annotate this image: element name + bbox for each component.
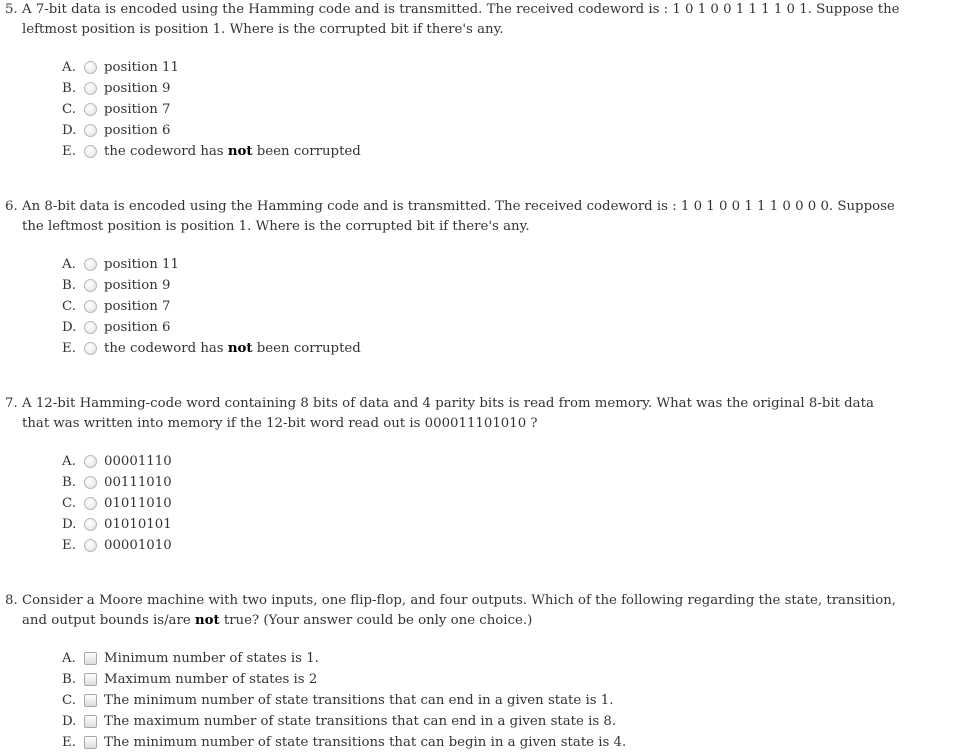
question-body: An 8-bit data is encoded using the Hamming code and is transmitted. The received codeword is : 1 0 1 0 0 1 1 1 0 0 0 0. Suppose the leftmost position is position 1. Where is the corrupted bit if there's any. <box>22 199 895 234</box>
checkbox[interactable] <box>84 715 97 728</box>
option-letter: B. <box>62 672 76 687</box>
option-letter: D. <box>62 320 77 335</box>
radio-button[interactable] <box>84 539 97 552</box>
option-letter: A. <box>62 60 76 75</box>
radio-button[interactable] <box>84 455 97 468</box>
option-label[interactable]: 00001110 <box>104 454 172 469</box>
option-label[interactable]: position 7 <box>104 299 171 314</box>
option-d[interactable] <box>0 711 960 732</box>
radio-button[interactable] <box>84 476 97 489</box>
option-a[interactable] <box>0 648 960 669</box>
option-letter: C. <box>62 102 76 117</box>
radio-button[interactable] <box>84 82 97 95</box>
checkbox[interactable] <box>84 673 97 686</box>
option-letter: B. <box>62 278 76 293</box>
option-letter: E. <box>62 144 76 159</box>
question-5 <box>0 0 960 162</box>
options-list <box>0 57 960 162</box>
option-label[interactable]: the codeword has not been corrupted <box>104 144 361 159</box>
option-b[interactable] <box>0 669 960 690</box>
option-label[interactable]: 01011010 <box>104 496 172 511</box>
option-d[interactable] <box>0 120 960 141</box>
radio-button[interactable] <box>84 145 97 158</box>
option-a[interactable] <box>0 451 960 472</box>
option-b[interactable] <box>0 275 960 296</box>
option-letter: C. <box>62 496 76 511</box>
option-letter: D. <box>62 714 77 729</box>
options-list <box>0 254 960 359</box>
option-letter: B. <box>62 81 76 96</box>
question-number: 8. <box>5 593 18 608</box>
option-label[interactable]: position 6 <box>104 123 171 138</box>
option-c[interactable] <box>0 690 960 711</box>
option-label[interactable]: Minimum number of states is 1. <box>104 651 319 666</box>
question-6 <box>0 197 960 359</box>
radio-button[interactable] <box>84 497 97 510</box>
question-text <box>0 591 902 631</box>
option-d[interactable] <box>0 514 960 535</box>
option-label[interactable]: the codeword has not been corrupted <box>104 341 361 356</box>
option-label[interactable]: The minimum number of state transitions that can begin in a given state is 4. <box>104 735 627 750</box>
option-d[interactable] <box>0 317 960 338</box>
option-label[interactable]: position 6 <box>104 320 171 335</box>
option-e[interactable] <box>0 141 960 162</box>
option-b[interactable] <box>0 78 960 99</box>
radio-button[interactable] <box>84 321 97 334</box>
question-8 <box>0 591 960 753</box>
question-text <box>0 394 902 434</box>
radio-button[interactable] <box>84 300 97 313</box>
option-c[interactable] <box>0 99 960 120</box>
question-text <box>0 0 902 40</box>
question-number: 7. <box>5 396 18 411</box>
option-a[interactable] <box>0 57 960 78</box>
option-letter: A. <box>62 454 76 469</box>
option-label[interactable]: position 7 <box>104 102 171 117</box>
radio-button[interactable] <box>84 124 97 137</box>
option-label[interactable]: Maximum number of states is 2 <box>104 672 318 687</box>
question-text <box>0 197 902 237</box>
question-body: A 7-bit data is encoded using the Hamming code and is transmitted. The received codeword is : 1 0 1 0 0 1 1 1 1 0 1. Suppose the leftmost position is position 1. Where is the corrupted bit if there's any. <box>22 2 900 37</box>
option-label[interactable]: The maximum number of state transitions that can end in a given state is 8. <box>104 714 617 729</box>
question-7 <box>0 394 960 556</box>
option-label[interactable]: The minimum number of state transitions that can end in a given state is 1. <box>104 693 614 708</box>
question-number: 5. <box>5 2 18 17</box>
radio-button[interactable] <box>84 279 97 292</box>
checkbox[interactable] <box>84 652 97 665</box>
question-body: Consider a Moore machine with two inputs, one flip-flop, and four outputs. Which of the following regarding the state, transition, and output bounds is/are not true? (Your answer could be only one choice.) <box>22 593 897 628</box>
question-number: 6. <box>5 199 18 214</box>
option-label[interactable]: position 9 <box>104 81 171 96</box>
option-label[interactable]: position 11 <box>104 60 179 75</box>
option-label[interactable]: position 9 <box>104 278 171 293</box>
option-letter: C. <box>62 299 76 314</box>
options-list <box>0 648 960 753</box>
option-letter: C. <box>62 693 76 708</box>
option-letter: A. <box>62 257 76 272</box>
question-body: A 12-bit Hamming-code word containing 8 bits of data and 4 parity bits is read from memory. What was the original 8-bit data that was written into memory if the 12-bit word read out is 000011101010 ? <box>22 396 874 431</box>
option-label[interactable]: position 11 <box>104 257 179 272</box>
option-letter: A. <box>62 651 76 666</box>
option-letter: D. <box>62 123 77 138</box>
option-c[interactable] <box>0 296 960 317</box>
option-label[interactable]: 01010101 <box>104 517 172 532</box>
radio-button[interactable] <box>84 518 97 531</box>
option-a[interactable] <box>0 254 960 275</box>
option-label[interactable]: 00111010 <box>104 475 172 490</box>
radio-button[interactable] <box>84 61 97 74</box>
option-c[interactable] <box>0 493 960 514</box>
radio-button[interactable] <box>84 258 97 271</box>
option-letter: D. <box>62 517 77 532</box>
option-letter: E. <box>62 538 76 553</box>
option-letter: E. <box>62 341 76 356</box>
option-b[interactable] <box>0 472 960 493</box>
radio-button[interactable] <box>84 342 97 355</box>
checkbox[interactable] <box>84 736 97 749</box>
radio-button[interactable] <box>84 103 97 116</box>
option-e[interactable] <box>0 535 960 556</box>
option-letter: B. <box>62 475 76 490</box>
checkbox[interactable] <box>84 694 97 707</box>
option-e[interactable] <box>0 338 960 359</box>
option-e[interactable] <box>0 732 960 753</box>
options-list <box>0 451 960 556</box>
option-label[interactable]: 00001010 <box>104 538 172 553</box>
option-letter: E. <box>62 735 76 750</box>
